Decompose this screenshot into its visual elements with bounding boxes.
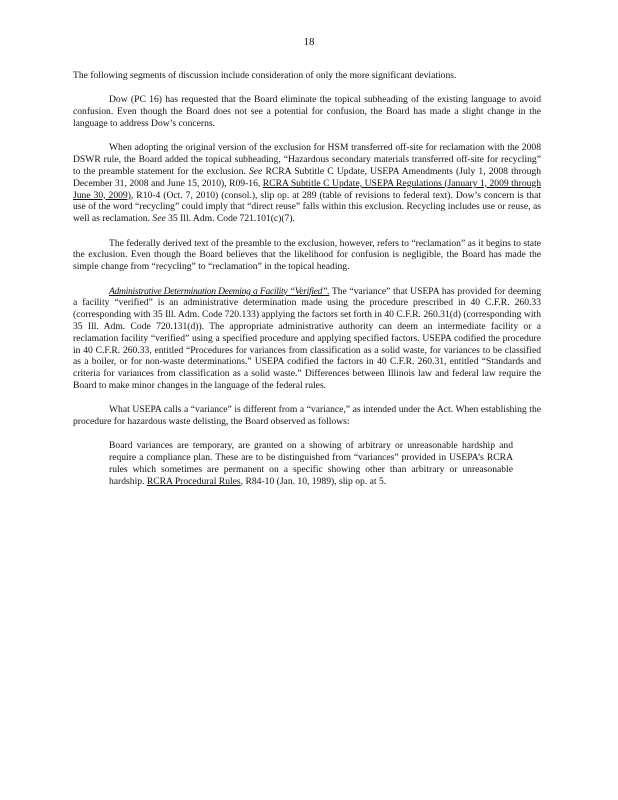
quote-text: , R84-10 (Jan. 10, 1989), slip op. at 5. <box>240 475 387 487</box>
signal-see: See <box>248 165 263 177</box>
paragraph-preamble: The federally derived text of the preamble to the exclusion, however, refers to “reclamation” as it begins to state the exclusion. Even though the Board believes that the likelihood for confusion is negligible, the Board has made the simple change from “recycling” to “reclamation” in the topical heading. <box>73 237 541 273</box>
page-number: 18 <box>303 36 315 48</box>
text-run: When adopting the original version of the exclusion for HSM transferred off-site for reclamation with the 2008 DSWR rule, the Board added the topical subheading, “Hazardous secondary materials transferred off-site for recycling” to the preamble statement for the exclusion. <box>73 142 541 177</box>
paragraph-variance: What USEPA calls a “variance” is different from a “variance,” as intended under the Act. When establishing the procedure for hazardous waste delisting, the Board observed as follows: <box>73 404 541 428</box>
paragraph-original-version <box>73 142 541 225</box>
section-heading: Administrative Determination Deeming a Facility “Verified”. <box>109 285 330 297</box>
paragraph-dow-request: Dow (PC 16) has requested that the Board eliminate the topical subheading of the existing language to avoid confusion. Even though the Board does not see a potential for confusion, the Board has made a slight change in the language to address Dow’s concerns. <box>73 94 541 129</box>
text-run: , R09-16, <box>224 177 263 189</box>
text-run: The “variance” that USEPA has provided for deeming a facility “verified” is an administrative determination made using the procedure prescribed in 40 C.F.R. 260.33 (corresponding with 35 Ill. Adm. Code 720.133) applying the factors set forth in 40 C.F.R. 260.31(d) (corresponding with 35 Ill. Adm. Code 720.131(d)). The appropriate administrative authority can deem an intermediate facility or a reclamation facility “verified” using a specified procedure and applying specified factors. USEPA codified the procedure in 40 C.F.R. 260.33, entitled “Procedures for variances from classification as a solid waste, for variances to be classified as a boiler, or for non-waste determinations.” USEPA codified the factors in 40 C.F.R. 260.31, entitled “Standards and criteria for variances from classification as a solid waste.” Differences between Illinois law and federal law require the Board to make minor changes in the language of the federal rules. <box>73 285 541 391</box>
paragraph-intro: The following segments of discussion include consideration of only the more significant deviations. <box>73 70 457 81</box>
paragraph-administrative-determination <box>73 286 541 392</box>
text-run: , R10-4 (Oct. 7, 2010) (consol.), slip op. at 289 (table of revisions to federal text). Dow’s concern is that use of the word “recycling” could imply that “direct reuse” falls within this exclusion. Recycling includes use or reuse, as well as reclamation. <box>73 189 541 225</box>
signal-see: See <box>152 213 166 225</box>
quote-text: Board variances are temporary, are granted on a showing of arbitrary or unreasonable hardship and require a compliance plan. These are to be distinguished from “variances” provided in USEPA’s RCRA rules which sometimes are permanent on a specific showing other than arbitrary or unreasonable hardship. <box>109 440 513 487</box>
text-run: RCRA Subtitle C Update, USEPA Amendments (July 1, 2008 through December 31, 2008 and June 15, 2010) <box>73 165 541 189</box>
case-citation: RCRA Procedural Rules <box>146 475 241 487</box>
document-body <box>73 70 541 488</box>
case-citation: RCRA Subtitle C Update, USEPA Regulations (January 1, 2009 through June 30, 2009) <box>73 177 542 201</box>
text-run: 35 Ill. Adm. Code 721.101(c)(7). <box>165 213 295 225</box>
block-quote <box>109 440 513 487</box>
